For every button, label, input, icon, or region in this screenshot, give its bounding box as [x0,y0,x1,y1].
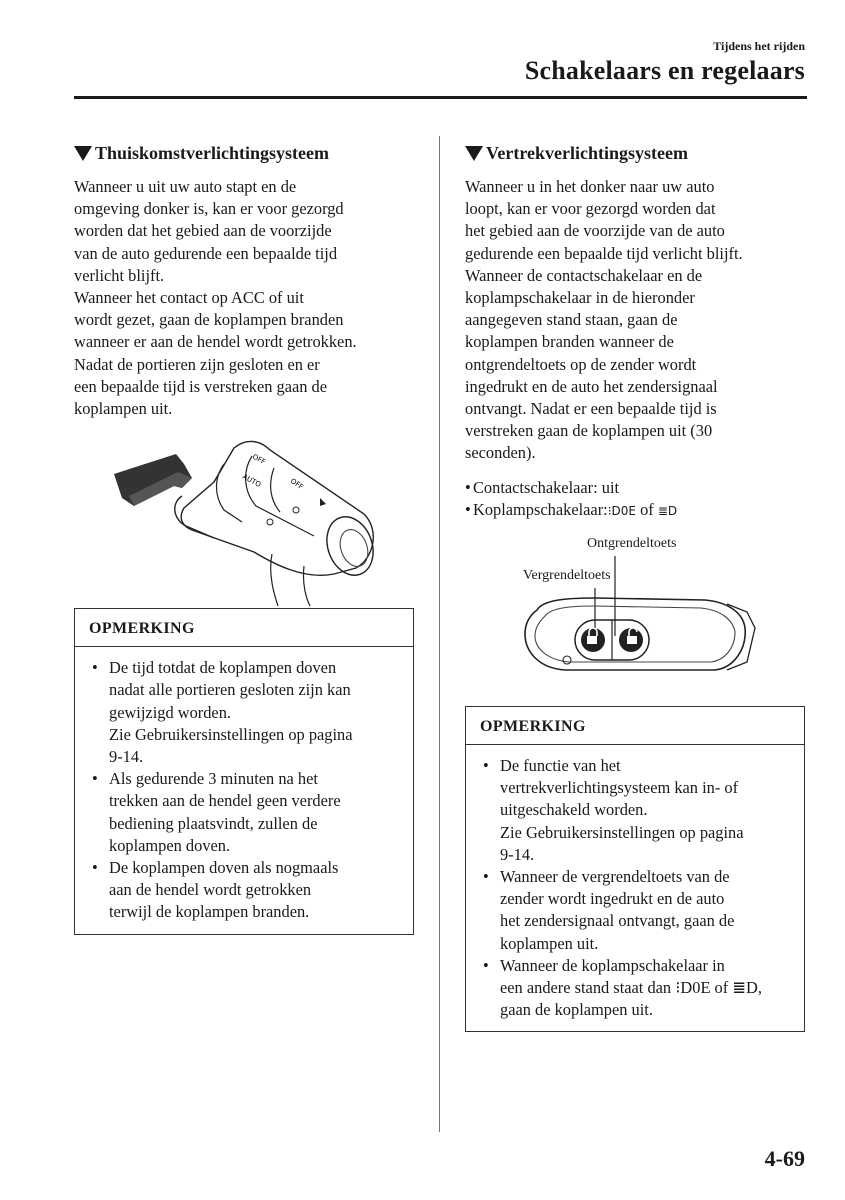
text-line: loopt, kan er voor gezorgd worden dat [465,199,716,219]
body-paragraph [465,176,805,465]
text-line: koplampen doven. [109,835,231,855]
text-line: terwijl de koplampen branden. [109,902,310,922]
label-off-bottom: OFF [288,477,305,492]
text-line: aan de hendel wordt getrokken [109,880,312,900]
column-divider [439,136,440,1132]
text-line: koplampschakelaar in de hieronder [465,288,695,308]
page-title: Schakelaars en regelaars [524,56,805,85]
list-item: • Koplampschakelaar:⁝D0E of ≣D [465,499,805,522]
text-line: Wanneer de vergrendeltoets van de [500,867,730,887]
body-paragraph [74,176,414,420]
text-line: Als gedurende 3 minuten na het [109,769,318,789]
text-line: Wanneer de contactschakelaar en de [465,265,703,285]
section-heading-text: Vertrekverlichtingsysteem [486,143,688,163]
headlight-icon: ≣D [657,503,678,518]
text-line: gaan de koplampen uit. [500,1000,653,1020]
text-line: ingedrukt en de auto het zendersignaal [465,376,718,396]
text-line: Zie Gebruikersinstellingen op pagina [109,724,353,744]
key-illustration [465,532,805,700]
parking-light-icon: ⁝D0E [607,503,636,518]
text-line: het gebied aan de voorzijde van de auto [465,221,725,241]
text-line: Wanneer het contact op ACC of uit [74,288,304,308]
text-line: verstreken gaan de koplampen uit (30 [465,421,713,441]
text-line: koplampen uit. [500,933,599,953]
text-line: het zendersignaal ontvangt, gaan de [500,911,735,931]
text-line: worden dat het gebied aan de voorzijde [74,221,332,241]
switch-position-list [465,477,805,522]
lock-button-label: Vergrendeltoets [523,568,611,584]
text-line: wanneer er aan de hendel wordt getrokken. [74,332,357,352]
triangle-marker-icon [465,146,483,161]
section-heading-right [465,140,805,166]
text-line: nadat alle portieren gesloten zijn kan [109,680,351,700]
text-line: ontgrendeltoets op de zender wordt [465,354,697,374]
note-box-right [465,706,805,1032]
header-rule [74,96,807,99]
text-line: een bepaalde tijd is verstreken gaan de [74,376,328,396]
section-heading-left [74,140,414,166]
text-line: Nadat de portieren zijn gesloten en er [74,354,320,374]
note-item [89,857,399,924]
text-line: Zie Gebruikersinstellingen op pagina [500,822,744,842]
text-line: Wanneer u uit uw auto stapt en de [74,177,297,196]
text-line: seconden). [465,443,536,463]
text-line: uitgeschakeld worden. [500,800,648,820]
list-item: • Contactschakelaar: uit [465,477,805,499]
page-number: 4-69 [764,1146,805,1171]
note-item [480,866,790,955]
note-box-left [74,608,414,934]
text-line: koplampen uit. [74,399,173,419]
text-line: bediening plaatsvindt, zullen de [109,813,318,833]
right-column [465,140,805,1032]
text-line: verlicht blijft. [74,265,165,285]
note-heading: OPMERKING [466,707,804,745]
note-heading: OPMERKING [75,609,413,647]
note-item [89,657,399,768]
text-line: gewijzigd worden. [109,702,231,722]
note-item [89,768,399,857]
text-line: De functie van het [500,756,621,776]
text-line: ontvangt. Nadat er een bepaalde tijd is [465,399,717,419]
running-header: Tijdens het rijden [713,39,805,53]
headlight-lever-icon [74,434,414,606]
text-line: trekken aan de hendel geen verdere [109,791,341,811]
note-item [480,955,790,1022]
label-off-top: OFF [251,452,267,467]
text-line: van de auto gedurende een bepaalde tijd [74,243,338,263]
key-fob-icon [465,532,765,682]
text-line: koplampen branden wanneer de [465,332,674,352]
section-heading-text: Thuiskomstverlichtingsysteem [95,143,329,163]
text-line: een andere stand staat dan ⁝D0E of ≣D, [500,978,762,998]
unlock-button-label: Ontgrendeltoets [587,536,677,552]
text-line: Wanneer de koplampschakelaar in [500,955,725,975]
text-line: 9-14. [109,747,144,767]
left-column [74,140,414,935]
note-item [480,755,790,866]
text-line: omgeving donker is, kan er voor gezorgd [74,199,344,219]
note-list [466,745,804,1031]
note-list [75,647,413,933]
triangle-marker-icon [74,146,92,161]
lever-illustration [74,434,414,606]
text-line: gedurende een bepaalde tijd verlicht blijft. [465,243,743,263]
text-line: 9-14. [500,844,535,864]
text-line: Wanneer u in het donker naar uw auto [465,177,715,196]
text-line: wordt gezet, gaan de koplampen branden [74,310,344,330]
label-auto: AUTO [241,472,263,490]
text-line: aangegeven stand staan, gaan de [465,310,678,330]
text-line: De tijd totdat de koplampen doven [109,658,337,678]
text-line: vertrekverlichtingsysteem kan in- of [500,778,739,798]
text-line: zender wordt ingedrukt en de auto [500,889,725,909]
text-line: De koplampen doven als nogmaals [109,858,339,878]
